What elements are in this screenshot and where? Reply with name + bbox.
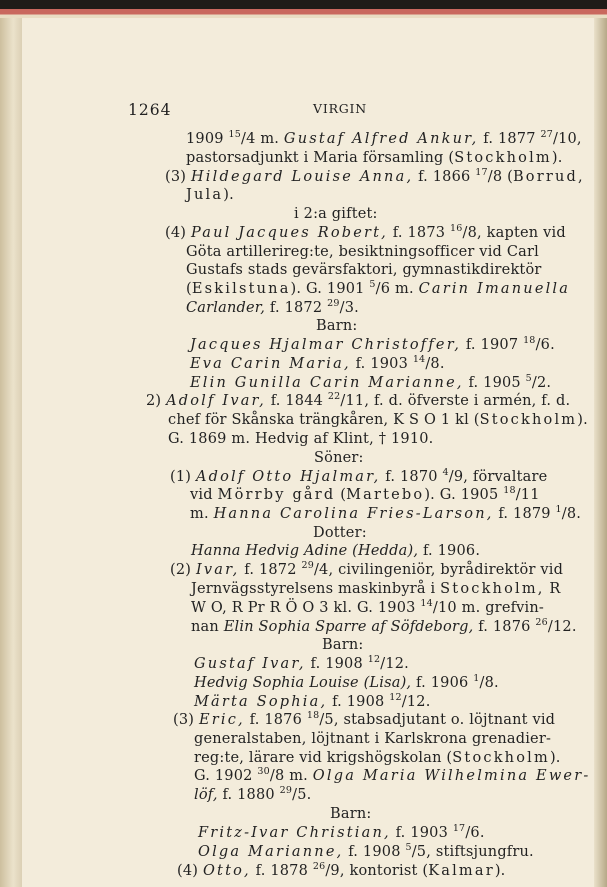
text-segment: Adolf Ivar, xyxy=(166,393,266,409)
text-segment: Stockholm xyxy=(452,750,550,766)
text-segment: f. 1903 xyxy=(350,356,413,372)
text-segment: Barn: xyxy=(330,806,372,822)
text-segment: Carin Imanuella xyxy=(418,281,571,297)
text-segment: /12. xyxy=(401,694,431,710)
text-segment: Eric, xyxy=(198,712,245,728)
text-segment: Olga Marianne, xyxy=(198,844,344,860)
text-segment: /5, stabsadjutant o. löjtnant vid xyxy=(319,712,556,728)
text-line xyxy=(146,393,570,409)
text-segment: Jacques Hjalmar Christoffer, xyxy=(190,337,462,353)
superscript-day: 17 xyxy=(452,823,466,834)
text-segment: f. 1878 xyxy=(250,863,313,879)
text-segment: /8. xyxy=(425,356,445,372)
text-segment: /3. xyxy=(339,300,359,316)
text-line xyxy=(294,206,378,222)
text-segment: ). G. 1901 xyxy=(290,281,370,297)
text-segment: /11, f. d. öfverste i armén, f. d. xyxy=(340,393,571,409)
running-head: VIRGIN xyxy=(313,101,368,116)
text-line xyxy=(198,844,534,860)
superscript-day: 5 xyxy=(369,279,376,290)
text-segment: /6. xyxy=(465,825,485,841)
text-segment: /8. xyxy=(561,506,582,522)
text-line xyxy=(186,262,542,278)
text-segment: Stockholm xyxy=(454,150,552,166)
text-segment: pastorsadjunkt i Maria församling ( xyxy=(186,150,455,166)
text-line xyxy=(191,581,561,597)
superscript-day: 26 xyxy=(535,617,548,628)
superscript-day: 18 xyxy=(306,710,320,721)
text-line xyxy=(168,431,433,447)
text-line xyxy=(190,337,555,353)
superscript-day: 4 xyxy=(442,467,449,478)
text-segment: /6 m. xyxy=(375,281,419,297)
text-line xyxy=(190,506,581,522)
text-segment: Göta artillerireg:te, besiktningsofficer vid Carl xyxy=(186,244,539,260)
superscript-day: 29 xyxy=(279,785,293,796)
text-line xyxy=(190,487,540,503)
superscript-day: 12 xyxy=(389,692,402,703)
text-line xyxy=(190,356,445,372)
text-segment: f. 1876 xyxy=(244,712,307,728)
text-segment: ). G. 1905 xyxy=(424,487,504,503)
text-segment: reg:te, lärare vid krigshögskolan ( xyxy=(194,750,453,766)
text-segment: /4, civilingeniör, byrådirektör vid xyxy=(313,562,564,578)
text-segment: Olga Maria Wilhelmina Ewer- xyxy=(312,768,591,784)
superscript-day: 5 xyxy=(405,842,412,853)
text-segment: Borrud, xyxy=(512,169,585,185)
text-segment: Gustaf Alfred Ankur, xyxy=(283,131,479,147)
text-segment: G. 1869 m. Hedvig af Klint, † 1910. xyxy=(168,431,434,447)
text-segment: f. 1905 xyxy=(463,375,526,391)
text-segment: Gustafs stads gevärsfaktori, gymnastikdirektör xyxy=(186,262,542,278)
text-segment: vid xyxy=(190,487,218,503)
text-segment: f. 1866 xyxy=(413,169,476,185)
text-segment: Fritz-Ivar Christian, xyxy=(198,825,391,841)
text-segment: ( xyxy=(335,487,347,503)
text-line xyxy=(186,300,359,316)
text-segment: Söner: xyxy=(314,450,364,466)
text-segment: f. 1906 xyxy=(411,675,474,691)
superscript-day: 1 xyxy=(473,673,480,684)
text-segment: Barn: xyxy=(322,637,364,653)
text-segment: ( xyxy=(186,281,192,297)
text-line xyxy=(313,525,367,541)
text-segment: Jula xyxy=(186,187,224,203)
superscript-day: 30 xyxy=(257,766,270,777)
text-segment: /10, xyxy=(552,131,582,147)
text-line xyxy=(198,825,485,841)
text-segment: f. 1903 xyxy=(390,825,453,841)
text-line xyxy=(194,731,551,747)
superscript-day: 16 xyxy=(450,223,463,234)
text-line xyxy=(194,694,431,710)
text-segment: f. 1844 xyxy=(265,393,328,409)
superscript-day: 18 xyxy=(503,485,516,496)
text-line xyxy=(194,750,561,766)
text-segment: Paul Jacques Robert, xyxy=(190,225,388,241)
text-segment: Eva Carin Maria, xyxy=(190,356,351,372)
text-line xyxy=(191,600,544,616)
text-segment: (3) xyxy=(173,712,199,728)
text-segment: Ivar, xyxy=(195,562,240,578)
text-segment: /5. xyxy=(292,787,312,803)
text-segment: ). xyxy=(551,150,563,166)
text-segment: /6. xyxy=(535,337,555,353)
text-segment: f. 1877 xyxy=(478,131,541,147)
text-segment: f. 1908 xyxy=(305,656,368,672)
text-segment: Jernvägsstyrelsens maskinbyrå i xyxy=(191,581,441,597)
text-segment: /8 ( xyxy=(487,169,513,185)
text-segment: f. 1872 xyxy=(265,300,328,316)
text-line xyxy=(168,412,588,428)
text-line xyxy=(191,543,480,559)
superscript-day: 5 xyxy=(525,373,532,384)
text-line xyxy=(194,768,590,784)
text-segment: i 2:a giftet: xyxy=(294,206,378,222)
text-segment: 1909 xyxy=(186,131,229,147)
superscript-day: 29 xyxy=(301,560,314,571)
text-segment: /9, kontorist ( xyxy=(325,863,429,879)
text-segment: /8, kapten vid xyxy=(462,225,566,241)
superscript-day: 15 xyxy=(228,129,242,140)
text-segment: (2) xyxy=(170,562,196,578)
superscript-day: 14 xyxy=(412,354,426,365)
text-line xyxy=(190,375,551,391)
text-segment: Hanna Hedvig Adine (Hedda), xyxy=(191,543,419,559)
text-line xyxy=(194,787,311,803)
text-segment: Hildegard Louise Anna, xyxy=(190,169,414,185)
text-line xyxy=(170,469,547,485)
text-segment: /9, förvaltare xyxy=(448,469,548,485)
text-line xyxy=(194,656,409,672)
text-line xyxy=(186,244,539,260)
text-segment: f. 1906. xyxy=(418,543,481,559)
text-line xyxy=(165,169,585,185)
text-segment: (3) xyxy=(165,169,191,185)
text-segment: Adolf Otto Hjalmar, xyxy=(195,469,381,485)
text-line xyxy=(165,225,566,241)
superscript-day: 18 xyxy=(523,335,536,346)
text-segment: f. 1879 xyxy=(493,506,556,522)
text-segment: (1) xyxy=(170,469,196,485)
superscript-day: 22 xyxy=(327,391,341,402)
text-segment: ). xyxy=(549,750,561,766)
text-segment: Elin Sophia Sparre af Söfdeborg, xyxy=(223,619,474,635)
superscript-day: 26 xyxy=(312,861,326,872)
superscript-day: 27 xyxy=(540,129,553,140)
text-segment: /4 m. xyxy=(241,131,284,147)
text-segment: Martebo xyxy=(346,487,425,503)
superscript-day: 12 xyxy=(367,654,381,665)
text-segment: /10 m. grefvin- xyxy=(432,600,545,616)
text-line xyxy=(322,637,363,653)
text-line xyxy=(330,806,371,822)
text-segment: /8. xyxy=(479,675,499,691)
text-segment: generalstaben, löjtnant i Karlskrona grenadier- xyxy=(194,731,552,747)
text-line xyxy=(173,712,555,728)
text-segment: ). xyxy=(223,187,234,203)
text-line xyxy=(314,450,364,466)
text-line xyxy=(186,281,570,297)
text-segment: /8 m. xyxy=(269,768,313,784)
text-segment: Stockholm, xyxy=(440,581,545,597)
text-line xyxy=(191,619,577,635)
text-segment: Elin Gunilla Carin Marianne, xyxy=(190,375,464,391)
text-segment: Mörrby gård xyxy=(217,487,336,503)
text-segment: Otto, xyxy=(202,863,251,879)
text-segment: /12. xyxy=(547,619,577,635)
text-segment: W O, R Pr R Ö O 3 kl. G. 1903 xyxy=(191,600,421,616)
text-line xyxy=(170,562,563,578)
text-segment: Kalmar xyxy=(428,863,495,879)
text-line xyxy=(177,863,506,879)
superscript-day: 14 xyxy=(420,598,433,609)
text-line xyxy=(186,187,234,203)
text-line xyxy=(186,150,563,166)
text-segment: f. 1870 xyxy=(380,469,443,485)
text-segment: /11 xyxy=(515,487,540,503)
text-segment: f. 1908 xyxy=(343,844,406,860)
text-segment: 2) xyxy=(146,393,167,409)
text-segment: G. 1902 xyxy=(194,768,258,784)
superscript-day: 17 xyxy=(475,167,488,178)
text-segment: m. xyxy=(190,506,214,522)
text-segment: f. 1873 xyxy=(388,225,450,241)
text-segment: f. 1880 xyxy=(217,787,280,803)
text-segment: Gustaf Ivar, xyxy=(194,656,306,672)
text-segment: ). xyxy=(577,412,588,428)
text-line xyxy=(194,675,499,691)
text-segment: f. 1907 xyxy=(461,337,524,353)
text-segment: ). xyxy=(494,863,506,879)
text-segment: f. 1872 xyxy=(239,562,302,578)
text-segment: /2. xyxy=(531,375,552,391)
text-segment: Dotter: xyxy=(313,525,367,541)
text-segment: chef för Skånska trängkåren, K S O 1 kl ( xyxy=(168,412,480,428)
page-number: 1264 xyxy=(128,101,172,119)
text-segment: (4) xyxy=(165,225,191,241)
text-segment: /5, stiftsjungfru. xyxy=(411,844,534,860)
superscript-day: 1 xyxy=(555,504,562,515)
superscript-day: 29 xyxy=(327,298,340,309)
text-line xyxy=(316,318,357,334)
text-segment: R xyxy=(544,581,561,597)
text-segment: Barn: xyxy=(316,318,358,334)
text-segment: Stockholm xyxy=(479,412,578,428)
text-segment: Märta Sophia, xyxy=(194,694,328,710)
text-segment: Hanna Carolina Fries-Larson, xyxy=(213,506,494,522)
text-segment: (4) xyxy=(177,863,203,879)
text-segment: Eskilstuna xyxy=(191,281,291,297)
text-segment: löf, xyxy=(194,787,218,803)
text-segment: /12. xyxy=(380,656,409,672)
text-segment: f. 1908 xyxy=(327,694,390,710)
text-segment: Hedvig Sophia Louise (Lisa), xyxy=(194,675,412,691)
text-line xyxy=(186,131,582,147)
text-segment: f. 1876 xyxy=(473,619,536,635)
text-segment: nan xyxy=(191,619,224,635)
text-segment: Carlander, xyxy=(186,300,266,316)
